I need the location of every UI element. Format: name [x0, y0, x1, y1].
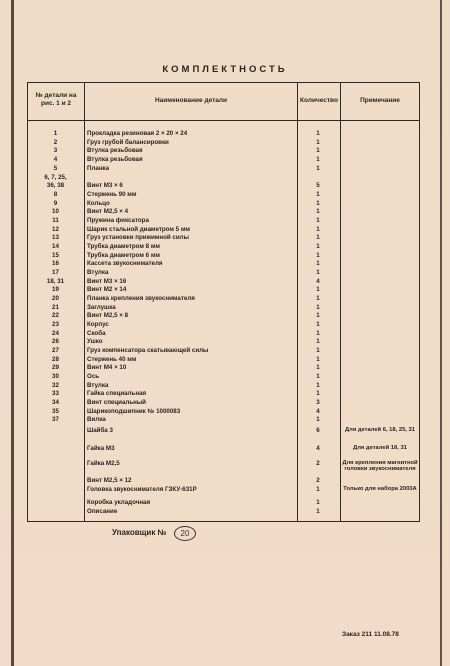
cell-name: Шарик стальной диаметром 5 мм	[87, 226, 190, 233]
cell-qty: 1	[316, 191, 320, 198]
cell-name: Груз грубой балансировки	[87, 139, 169, 146]
cell-num: 26	[52, 338, 59, 345]
cell-name: Коробка укладочная	[87, 499, 151, 506]
cell-qty: 1	[316, 508, 320, 515]
cell-num: 36, 38	[46, 182, 65, 189]
cell-qty: 1	[316, 269, 320, 276]
table-row	[27, 260, 420, 268]
cell-num: 14	[52, 243, 59, 250]
cell-name: Прокладка резиновая 2 × 20 × 24	[87, 130, 188, 137]
table-row	[27, 477, 420, 485]
table-row	[27, 390, 420, 398]
cell-num: 32	[52, 382, 59, 389]
cell-name: Винт специальный	[87, 399, 146, 406]
header-name: Наименование детали	[154, 97, 228, 104]
cell-name: Вилка	[87, 416, 106, 423]
cell-num: 23	[52, 321, 59, 328]
cell-num: 11	[52, 217, 59, 224]
cell-num: 5	[53, 165, 58, 172]
table-row	[27, 312, 420, 320]
cell-qty: 1	[316, 234, 320, 241]
cell-num: 3	[53, 147, 58, 154]
cell-name: Скоба	[87, 330, 106, 337]
table-row	[27, 234, 420, 242]
cell-qty: 5	[316, 182, 320, 189]
cell-name: Втулка	[87, 269, 109, 276]
table-row	[27, 165, 420, 173]
cell-qty: 1	[316, 147, 320, 154]
table-row	[27, 269, 420, 277]
cell-num: 2	[53, 139, 58, 146]
cell-note: Для крепления магнитной головки звукоснимателя	[342, 460, 418, 473]
table-row	[27, 399, 420, 407]
table-row	[27, 208, 420, 216]
cell-qty: 1	[316, 217, 320, 224]
cell-name: Ушко	[87, 338, 103, 345]
table-row	[27, 191, 420, 199]
cell-name: Груз компенсатора скатывающей силы	[87, 347, 209, 354]
cell-num: 1	[53, 130, 58, 137]
cell-qty: 4	[316, 445, 320, 452]
table-row	[27, 217, 420, 225]
cell-name: Описание	[87, 508, 118, 515]
cell-qty: 1	[316, 139, 320, 146]
header-num: № детали на рис. 1 и 2	[35, 92, 77, 107]
cell-qty: 1	[316, 286, 320, 293]
cell-qty: 2	[316, 460, 320, 467]
cell-qty: 1	[316, 390, 320, 397]
cell-qty: 1	[316, 200, 320, 207]
cell-num: 4	[53, 156, 58, 163]
cell-qty: 1	[316, 356, 320, 363]
cell-name: Винт М3 × 16	[87, 278, 127, 285]
cell-note: Для деталей 6, 18, 25, 31	[345, 427, 415, 433]
cell-name: Шарикоподшипник № 1000083	[87, 408, 181, 415]
table-row	[27, 427, 420, 435]
header-qty: Количество	[300, 97, 338, 104]
table-row	[27, 460, 420, 473]
table-row	[27, 321, 420, 329]
cell-qty: 4	[316, 408, 320, 415]
cell-num: 37	[52, 416, 59, 423]
table-row	[27, 508, 420, 516]
packer-label: Упаковщик №	[112, 528, 167, 537]
cell-qty: 2	[316, 477, 320, 484]
cell-name: Кассета звукоснимателя	[87, 260, 163, 267]
cell-name: Винт М2,5 × 4	[87, 208, 129, 215]
cell-qty: 1	[316, 364, 320, 371]
cell-num: 8	[53, 191, 58, 198]
document-title: КОМПЛЕКТНОСТЬ	[162, 64, 288, 75]
cell-name: Винт М4 × 10	[87, 364, 127, 371]
cell-name: Головка звукоснимателя ГЗКУ-631Р	[87, 486, 197, 493]
cell-qty: 1	[316, 382, 320, 389]
cell-qty: 4	[316, 278, 320, 285]
cell-name: Ось	[87, 373, 100, 380]
cell-name: Трубка диаметром 6 мм	[87, 252, 160, 259]
cell-qty: 1	[316, 373, 320, 380]
table-row	[27, 347, 420, 355]
cell-name: Пружина фиксатора	[87, 217, 149, 224]
cell-qty: 1	[316, 312, 320, 319]
cell-name: Груз установки прижимной силы	[87, 234, 189, 241]
packer-number-stamp: 20	[174, 526, 196, 541]
cell-num: 33	[52, 390, 59, 397]
cell-num: 9	[53, 200, 58, 207]
cell-name: Кольцо	[87, 200, 110, 207]
cell-qty: 1	[316, 347, 320, 354]
cell-num: 29	[52, 364, 59, 371]
table-row	[27, 243, 420, 251]
table-row	[27, 182, 420, 190]
cell-name: Заглушка	[87, 304, 116, 311]
cell-num: 16	[52, 260, 59, 267]
cell-note: Для деталей 18, 31	[353, 445, 407, 451]
cell-qty: 1	[316, 156, 320, 163]
cell-num: 34	[52, 399, 59, 406]
cell-num: 22	[52, 312, 59, 319]
cell-num: 13	[52, 234, 59, 241]
cell-qty: 1	[316, 486, 320, 493]
cell-name: Планка	[87, 165, 110, 172]
cell-name: Втулка резьбовая	[87, 147, 143, 154]
order-info: Заказ 211 11.08.78	[342, 631, 399, 638]
cell-name: Гайка М3	[87, 445, 115, 452]
cell-num: 10	[52, 208, 59, 215]
cell-qty: 1	[316, 243, 320, 250]
header-divider	[27, 120, 420, 121]
table-row	[27, 364, 420, 372]
cell-name: Стержень 40 мм	[87, 356, 137, 363]
cell-name: Винт М2,5 × 12	[87, 477, 132, 484]
cell-num: 17	[52, 269, 59, 276]
table-row	[27, 338, 420, 346]
cell-num: 12	[52, 226, 59, 233]
page-edge-right	[440, 0, 442, 666]
table-row	[27, 445, 420, 453]
cell-qty: 6	[316, 427, 320, 434]
header-note: Примечание	[360, 97, 400, 104]
cell-qty: 1	[316, 226, 320, 233]
cell-name: Гайка специальная	[87, 390, 147, 397]
cell-name: Втулка резьбовая	[87, 156, 143, 163]
cell-qty: 1	[316, 304, 320, 311]
cell-qty: 1	[316, 321, 320, 328]
cell-qty: 1	[316, 252, 320, 259]
cell-num: 19	[52, 286, 59, 293]
cell-num: 28	[52, 356, 59, 363]
table-row	[27, 486, 420, 494]
cell-name: Гайка М2,5	[87, 460, 120, 467]
cell-num: 27	[52, 347, 59, 354]
cell-qty: 1	[316, 338, 320, 345]
cell-name: Винт М3 × 6	[87, 182, 123, 189]
cell-qty: 3	[316, 399, 320, 406]
cell-qty: 1	[316, 260, 320, 267]
table-row	[27, 156, 420, 164]
cell-qty: 1	[316, 130, 320, 137]
cell-name: Стержень 90 мм	[87, 191, 137, 198]
cell-qty: 1	[316, 208, 320, 215]
cell-num: 6, 7, 25,	[44, 174, 67, 181]
table-row	[27, 373, 420, 381]
table-row	[27, 416, 420, 424]
cell-num: 15	[52, 252, 59, 259]
cell-qty: 1	[316, 416, 320, 423]
cell-name: Винт М2 × 14	[87, 286, 127, 293]
cell-name: Корпус	[87, 321, 109, 328]
cell-num: 20	[52, 295, 59, 302]
cell-qty: 1	[316, 499, 320, 506]
cell-note: Только для набора 2003А	[343, 486, 417, 492]
cell-qty: 1	[316, 330, 320, 337]
cell-name: Планка крепления звукоснимателя	[87, 295, 195, 302]
cell-num: 21	[52, 304, 59, 311]
table-row	[27, 130, 420, 138]
cell-num: 18, 31	[46, 278, 65, 285]
cell-name: Винт М2,5 × 8	[87, 312, 129, 319]
page-edge-left	[11, 0, 14, 666]
cell-num: 35	[52, 408, 59, 415]
cell-name: Втулка	[87, 382, 109, 389]
table-row	[27, 499, 420, 507]
cell-name: Трубка диаметром 8 мм	[87, 243, 160, 250]
cell-num: 30	[52, 373, 59, 380]
cell-qty: 1	[316, 295, 320, 302]
table-row	[27, 295, 420, 303]
cell-qty: 1	[316, 165, 320, 172]
table-row	[27, 286, 420, 294]
cell-num: 24	[52, 330, 59, 337]
cell-name: Шайба 3	[87, 427, 113, 434]
table-row	[27, 147, 420, 155]
